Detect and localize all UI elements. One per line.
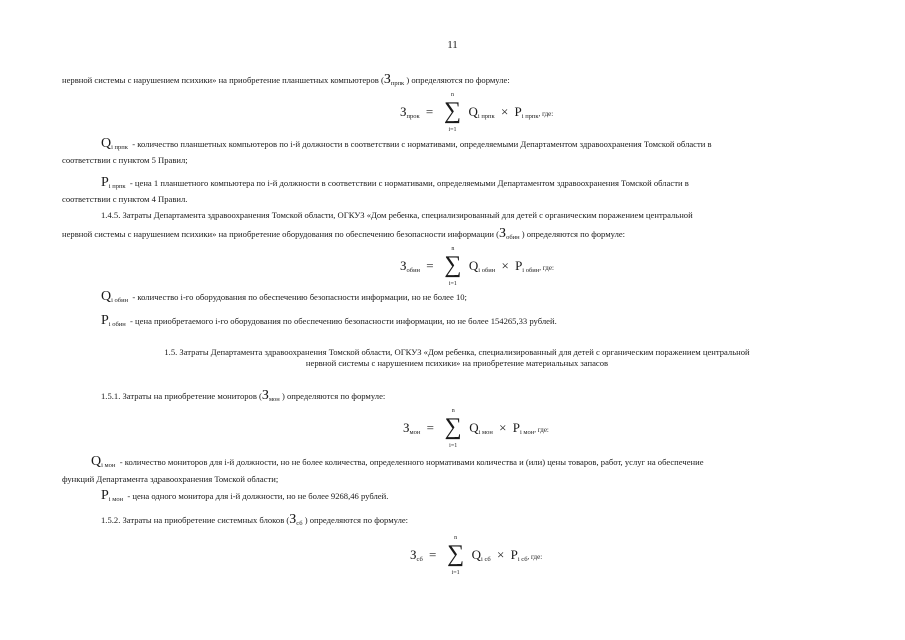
formula-lhs: З bbox=[400, 104, 407, 119]
formula-sb: Зсб = n ∑ i=1 Qi сб × Pi сб, где: bbox=[410, 535, 543, 576]
sigma-sum: n ∑ i=1 bbox=[444, 246, 462, 287]
section-heading-1-5: 1.5. Затраты Департамента здравоохранения Томской области, ОГКУЗ «Дом ребенка, специализированный для детей с органическим поражением центральной нервной системы с нарушением психики» на приобретение материальных запасов bbox=[164, 347, 750, 368]
definition-p-prpk: $P_{i прпк}$ - цена 1 планшетного компьютера по i-й должности в соответствии с нормативами, определяемыми Департаментом здравоохранения Томской области в bbox=[101, 175, 689, 190]
sigma-sum: n ∑ i=1 bbox=[443, 92, 462, 133]
symbol-subscript: прпк bbox=[390, 80, 405, 87]
paragraph-1-5-1: 1.5.1. Затраты на приобретение мониторов ($З_{мон}$ ) определяются по формуле: bbox=[101, 388, 386, 403]
formula-lhs-sub: прок bbox=[406, 113, 420, 120]
definition-q-prpk: $Q_{i прпк}$ - количество планшетных компьютеров по i-й должности в соответствии с нормативами, определяемыми Департаментом здравоохранения Томской области в bbox=[101, 136, 712, 151]
definition-p-mon: $P_{i мон}$ - цена одного монитора для i-й должности, но не более 9268,46 рублей. bbox=[101, 488, 389, 503]
sigma-sum: n ∑ i=1 bbox=[447, 535, 465, 576]
definition-continuation: функций Департамента здравоохранения Томской области; bbox=[62, 474, 279, 484]
definition-q-obin: $Q_{i обин}$ - количество i-го оборудования по обеспечению безопасности информации, но не более 10; bbox=[101, 289, 467, 304]
paragraph-1-5-2: 1.5.2. Затраты на приобретение системных блоков ($З_{сб}$ ) определяются по формуле: bbox=[101, 512, 409, 527]
symbol-z: З bbox=[383, 72, 391, 87]
definition-continuation: соответствии с пунктом 4 Правил. bbox=[62, 194, 188, 204]
text-line-tail: ) определяются по формуле: bbox=[406, 75, 510, 85]
definition-continuation: соответствии с пунктом 5 Правил; bbox=[62, 155, 188, 165]
formula-obin: Зобин = n ∑ i=1 Qi обин × Pi обин, где: bbox=[400, 246, 554, 287]
paragraph-line: нервной системы с нарушением психики» на приобретение оборудования по обеспечению безопасности информации ($З_{обин}$ ) определяются по формуле: bbox=[62, 226, 626, 241]
page-number: 11 bbox=[447, 39, 458, 51]
paragraph-1-4-5: 1.4.5. Затраты Департамента здравоохранения Томской области, ОГКУЗ «Дом ребенка, специализированный для детей с органическим поражением центральной bbox=[101, 210, 693, 220]
paragraph-line bbox=[62, 72, 510, 90]
sigma-sum: n ∑ i=1 bbox=[444, 408, 462, 449]
text-line: нервной системы с нарушением психики» на приобретение планшетных компьютеров ( bbox=[62, 75, 384, 85]
definition-q-mon: $Q_{i мон}$ - количество мониторов для i-й должности, но не более количества, определенного нормативами количества и (или) цены товаров, работ, услуг на обеспечение bbox=[91, 454, 704, 469]
formula-prok: Зпрок = n ∑ i=1 Qi прпк × Pi прпк, где: bbox=[400, 92, 554, 133]
definition-p-obin: $P_{i обин}$ - цена приобретаемого i-го оборудования по обеспечению безопасности информации, но не более 154265,33 рублей. bbox=[101, 313, 557, 328]
formula-mon: Змон = n ∑ i=1 Qi мон × Pi мон, где: bbox=[403, 408, 549, 449]
